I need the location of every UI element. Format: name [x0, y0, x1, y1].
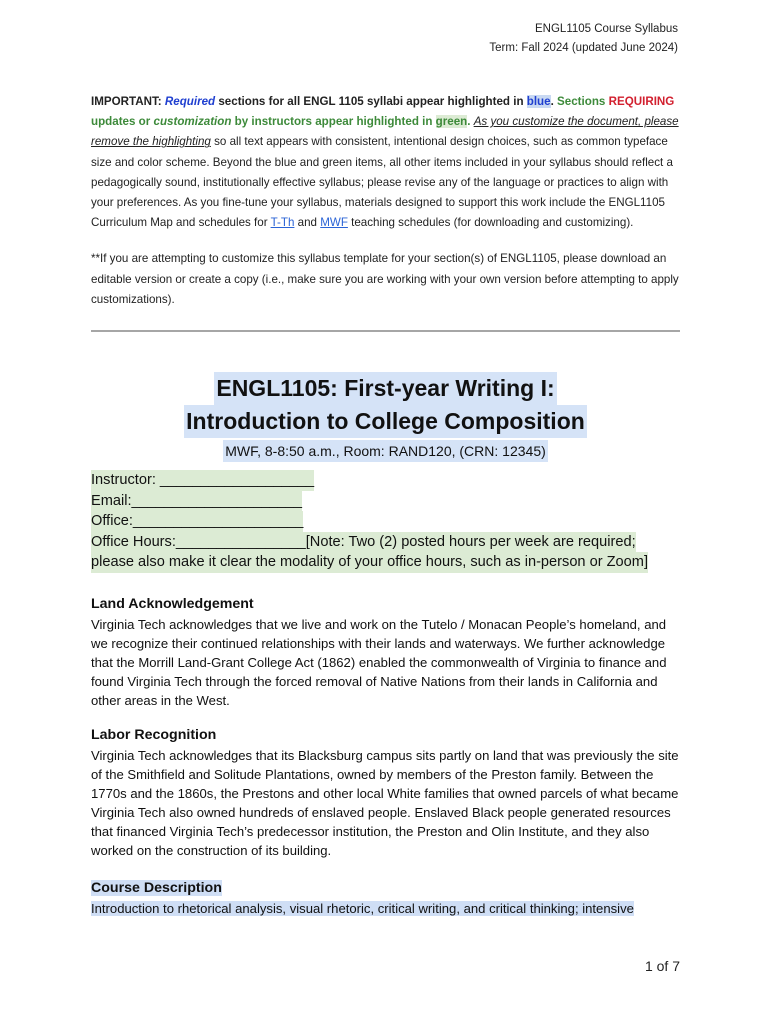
notice-text: so all text appears with consistent, intentional design choices, such as common typeface size and color scheme. Beyond the blue and green items, all other items included in your syllabus should reflect a pedagogically sound, institutionally effective syllabus; please revise any of the language or practices to align with your preferences. As you fine-tune your syllabus, materials designed to support this work include the ENGL1105 Curriculum Map and schedules for — [91, 135, 673, 230]
notice-text: by instructors appear highlighted in — [231, 115, 436, 129]
notice-paragraph — [91, 92, 681, 233]
remove-highlighting-note: As you customize the document, please remove the highlighting — [91, 115, 679, 149]
notice-text: sections for all ENGL 1105 syllabi appear highlighted in — [215, 95, 527, 108]
notice-text: . — [550, 95, 558, 108]
labor-body: Virginia Tech acknowledges that its Blacksburg campus sits partly on land that was previously the site of the Smithfield and Solitude Plantations, owned by members of the Preston family. Between the 1770s and the 1860s, the Prestons and other local White families that owned parcels of what became Virginia Tech also owned hundreds of enslaved people. Enslaved Black people generated resources that financed Virginia Tech’s predecessor institution, the Preston and Olin Institute, and they also worked on the construction of its building. — [91, 748, 679, 859]
instructor-contact — [91, 470, 681, 573]
customization-word: customization — [153, 115, 232, 129]
labor-recognition — [91, 725, 681, 861]
land-heading: Land Acknowledgement — [91, 596, 254, 612]
office-hours-field: Office Hours:________________[Note: Two (2) posted hours per week are required; — [91, 532, 636, 553]
course-description-body: Introduction to rhetorical analysis, visual rhetoric, critical writing, and critical thinking; intensive — [91, 901, 634, 916]
land-body: Virginia Tech acknowledges that we live and work on the Tutelo / Monacan People’s homeland, and we recognize their continued relationships with their lands and waterways. We further acknowledge that the Morrill Land-Grant College Act (1862) enabled the commonwealth of Virginia to finance and found Virginia Tech through the forced removal of Native Nations from their lands in California and other areas in the West. — [91, 617, 667, 709]
email-field: Email:_____________________ — [91, 491, 302, 512]
green-word: green — [435, 115, 468, 129]
course-meeting-info: MWF, 8-8:50 a.m., Room: RAND120, (CRN: 12345) — [223, 440, 548, 462]
instructor-field: Instructor: ___________________ — [91, 470, 314, 491]
course-description — [91, 878, 681, 918]
customize-copy-note: **If you are attempting to customize this syllabus template for your section(s) of ENGL1105, please download an editable version or create a copy (i.e., make sure you are working with your own version before attempting to apply customizations). — [91, 252, 679, 306]
running-header — [489, 20, 678, 58]
divider — [91, 330, 680, 332]
notice-text: updates or — [91, 115, 154, 129]
header-course: ENGL1105 Course Syllabus — [535, 23, 678, 35]
sections-word: Sections — [557, 95, 606, 108]
notice-text: and — [294, 216, 321, 230]
course-description-heading: Course Description — [91, 880, 222, 896]
header-term: Term: Fall 2024 (updated June 2024) — [489, 42, 678, 54]
tth-schedule-link[interactable]: T-Th — [270, 216, 295, 230]
requiring-word: REQUIRING — [608, 95, 675, 108]
notice-text: teaching schedules (for downloading and customizing). — [347, 216, 634, 230]
labor-heading: Labor Recognition — [91, 727, 217, 743]
required-word: Required — [164, 95, 216, 108]
course-title-block — [91, 372, 680, 462]
mwf-schedule-link[interactable]: MWF — [320, 216, 348, 230]
important-notice — [91, 92, 681, 310]
office-field: Office:_____________________ — [91, 511, 303, 532]
notice-text: . — [467, 115, 474, 129]
office-hours-note: please also make it clear the modality of your office hours, such as in-person or Zoom] — [91, 552, 648, 573]
course-title-line2: Introduction to College Composition — [184, 405, 587, 438]
land-acknowledgement — [91, 594, 681, 710]
page-number: 1 of 7 — [644, 958, 680, 974]
important-label: IMPORTANT: — [91, 95, 162, 108]
course-title-line1: ENGL1105: First-year Writing I: — [214, 372, 556, 405]
blue-word: blue — [526, 95, 551, 108]
